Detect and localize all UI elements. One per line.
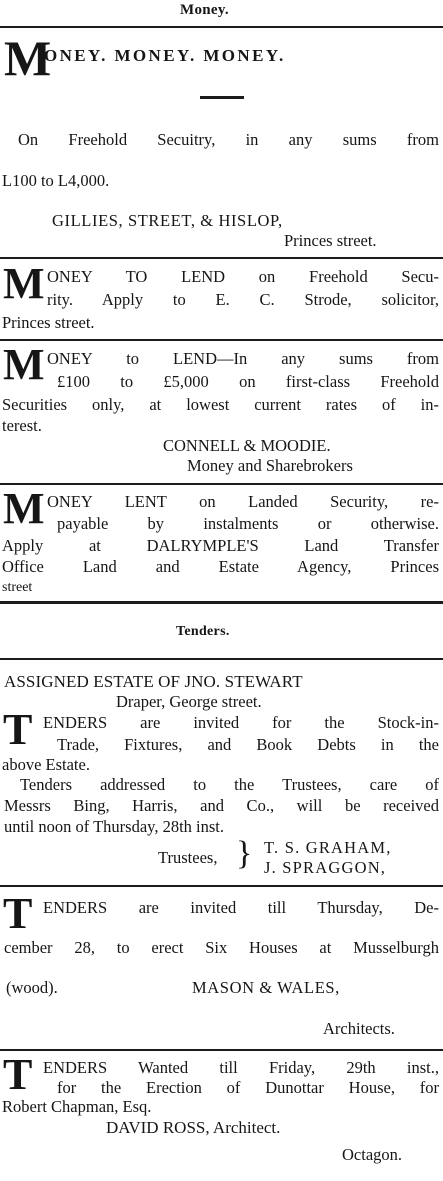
ad-headline: ONEY. MONEY. MONEY. (44, 46, 286, 65)
ad-text: ONEY TO LEND on Freehold Secu- (47, 267, 439, 286)
ad-text: Robert Chapman, Esq. (2, 1097, 152, 1116)
ad-text: Trade, Fixtures, and Book Debts in the (57, 735, 439, 754)
brace-glyph: } (236, 835, 253, 872)
ad-text: Office Land and Estate Agency, Princes (2, 557, 439, 576)
section-rule (0, 601, 443, 604)
ad-text: cember 28, to erect Six Houses at Musselburgh (4, 938, 439, 957)
ad-text: ENDERS are invited till Thursday, De- (43, 898, 439, 917)
ad-text: Securities only, at lowest current rates of in- (2, 395, 439, 414)
ad-firm-name: CONNELL & MOODIE. (163, 436, 331, 455)
ad-text: rity. Apply to E. C. Strode, solicitor, (47, 290, 439, 309)
dropcap: T (3, 1050, 33, 1099)
trustee-name: T. S. GRAHAM, (264, 838, 392, 857)
dropcap: M (3, 340, 45, 389)
section-rule (0, 658, 443, 660)
ad-text: ONEY to LEND—In any sums from (47, 349, 439, 368)
ad-separator (0, 1049, 443, 1051)
ad-text: Princes street. (2, 313, 95, 332)
ad-text: ENDERS Wanted till Friday, 29th inst., (43, 1058, 439, 1077)
section-header-money: Money. (180, 2, 229, 18)
ad-text: (wood). (6, 978, 58, 997)
dropcap: M (3, 259, 45, 308)
dropcap: T (3, 889, 33, 938)
ad-text: ENDERS are invited for the Stock-in- (43, 713, 439, 732)
ad-separator (0, 339, 443, 341)
ad-text: payable by instalments or otherwise. (57, 514, 439, 533)
section-header-tenders: Tenders. (176, 624, 230, 639)
dropcap: M (3, 484, 45, 533)
ad-separator (0, 885, 443, 887)
section-rule (0, 26, 443, 28)
ad-text: street (2, 580, 33, 595)
divider-dash (200, 96, 244, 99)
dropcap: M (4, 30, 52, 86)
ad-separator (0, 257, 443, 259)
trustee-name: J. SPRAGGON, (264, 858, 387, 877)
ad-text: terest. (2, 416, 42, 435)
ad-firm-description: Architects. (323, 1019, 395, 1038)
ad-text: ONEY LENT on Landed Security, re- (47, 492, 439, 511)
ad-text: Apply at DALRYMPLE'S Land Transfer (2, 536, 439, 555)
trustees-label: Trustees, (158, 848, 218, 867)
ad-address: Princes street. (284, 231, 377, 250)
ad-subtitle: Draper, George street. (116, 692, 262, 711)
ad-text: L100 to L4,000. (2, 171, 110, 190)
dropcap: T (3, 705, 33, 754)
ad-firm-description: Money and Sharebrokers (187, 456, 353, 475)
ad-text: above Estate. (2, 755, 90, 774)
ad-text: £100 to £5,000 on first-class Freehold (57, 372, 439, 391)
ad-firm-name: MASON & WALES, (192, 978, 340, 997)
ad-text: Messrs Bing, Harris, and Co., will be received (4, 796, 439, 815)
ad-address: Octagon. (342, 1145, 403, 1164)
ad-firm-name: GILLIES, STREET, & HISLOP, (52, 211, 283, 230)
ad-text: Tenders addressed to the Trustees, care of (20, 775, 439, 794)
ad-text: for the Erection of Dunottar House, for (57, 1078, 439, 1097)
ad-title: ASSIGNED ESTATE OF JNO. STEWART (4, 672, 303, 691)
ad-signer: DAVID ROSS, Architect. (106, 1118, 281, 1137)
ad-text: until noon of Thursday, 28th inst. (4, 817, 224, 836)
ad-text: On Freehold Secuitry, in any sums from (18, 130, 439, 149)
ad-separator (0, 483, 443, 485)
